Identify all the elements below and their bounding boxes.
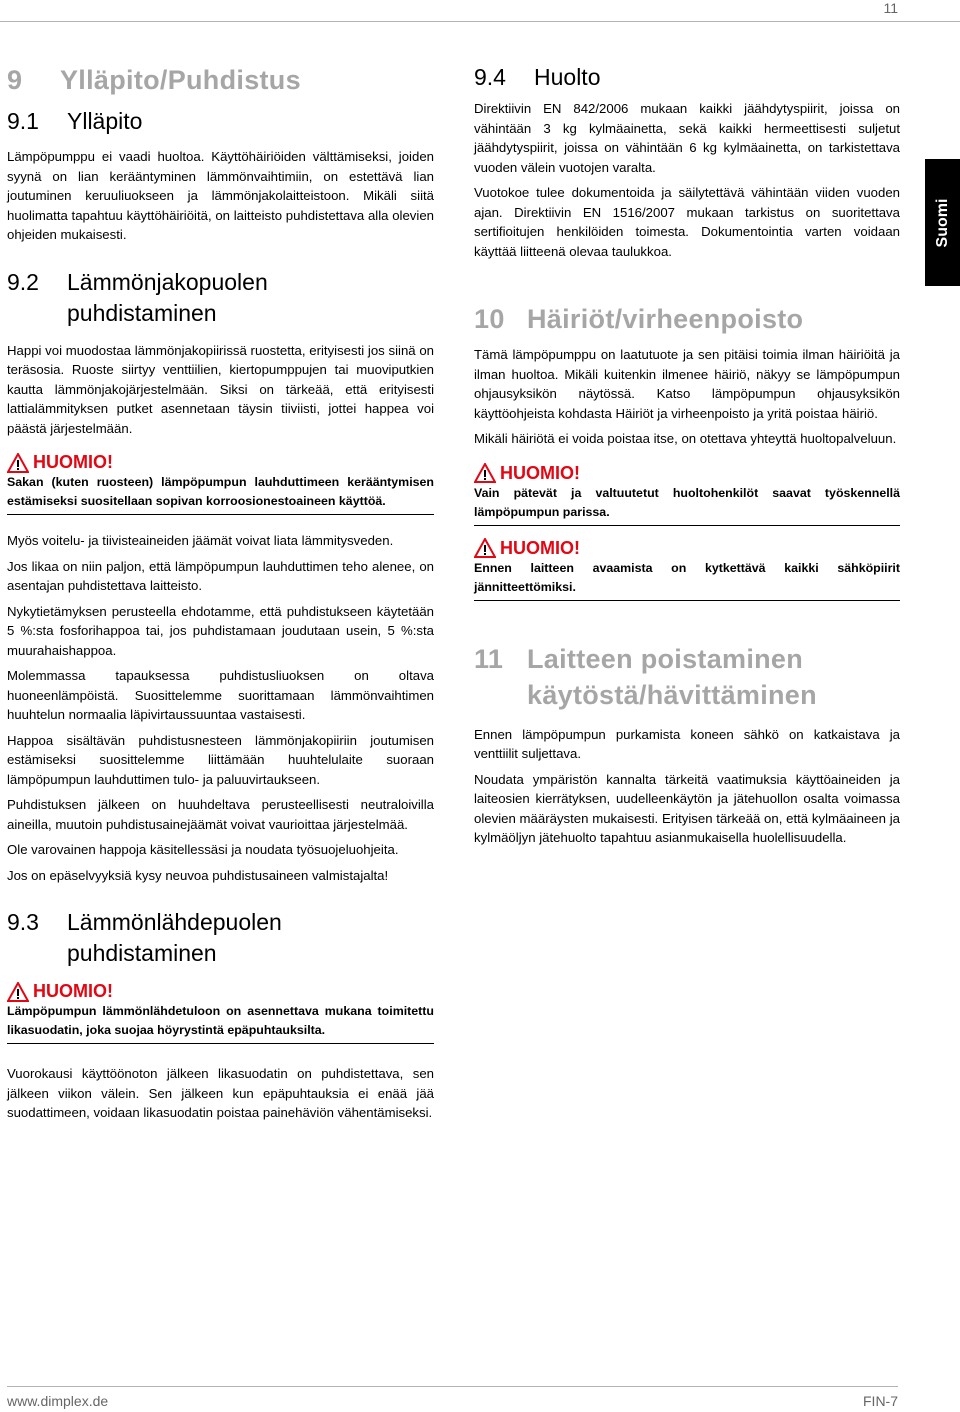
warning-triangle-icon	[7, 453, 29, 473]
heading-title	[67, 907, 282, 969]
warning-header	[7, 452, 434, 473]
heading-number: 9.2	[7, 268, 39, 295]
warning-text: Vain pätevät ja valtuutetut huoltohenkilöt saavat työskennellä lämpöpumpun parissa.	[474, 484, 900, 526]
heading-number: 9.1	[7, 108, 39, 134]
paragraph-decommission-2: Noudata ympäristön kannalta tärkeitä vaatimuksia käyttöaineiden ja laiteosien kierrätyksen, uudelleenkäytön ja jätehuollon osalta voimassa olevien määräysten mukaisesti. Erityisen tärkeää on, että kylmäaineen ja kylmäöljyn jätehuolto tapahtuu asianmukaisella huolellisuudella.	[474, 771, 900, 845]
warning-title: HUOMIO!	[500, 462, 580, 483]
warning-title: HUOMIO!	[33, 452, 113, 472]
paragraph-6: Puhdistuksen jälkeen on huuhdeltava perusteellisesti neutraloivilla aineilla, muutoin puhdistusainejäämät voivat vaurioittaa järjestelmää.	[7, 797, 434, 832]
warning-triangle-icon	[474, 538, 496, 558]
warning-text: Lämpöpumpun lämmönlähdetuloon on asennettava mukana toimitettu likasuodatin, joka suojaa höyrystintä epäpuhtauksilta.	[7, 1002, 434, 1044]
warning-title: HUOMIO!	[33, 981, 113, 1001]
footer-page-code: FIN-7	[863, 1393, 898, 1409]
heading-9-2	[7, 267, 434, 329]
paragraph-8: Jos on epäselvyyksiä kysy neuvoa puhdistusaineen valmistajalta!	[7, 867, 389, 883]
heading-9	[7, 62, 434, 98]
paragraph-service-2: Vuotokoe tulee dokumentoida ja säilytettävä vähintään viiden vuoden ajan. Direktiivin EN 1516/2007 mukaan tarkistus on suoritettava sertifioitujen henkilöiden toimesta. Dokumentointia varten voidaan käyttää liitteenä olevaa taulukkoa.	[474, 185, 900, 259]
warning-header	[474, 538, 900, 559]
warning-triangle-icon	[474, 463, 496, 483]
heading-11	[474, 641, 900, 713]
warning-triangle-icon	[7, 982, 29, 1002]
paragraph-4: Molemmassa tapauksessa puhdistusliuoksen on oltava huoneenlämpöistä. Suosittelemme suorittamaan lämmönvaihtimen huuhtelun normaalia läpivirtaussuuntaa vastaisesti.	[7, 668, 434, 722]
paragraph-5: Happoa sisältävän puhdistusnesteen lämmönjakopiiriin joutumisen estämiseksi suosittelemme liittämään huuhtelulaite suoraan lämpöpumpun lauhduttimen tulo- ja paluuvirtaukseen.	[7, 732, 434, 787]
heading-10	[474, 301, 900, 337]
heading-number: 9.4	[474, 64, 506, 90]
language-label: Suomi	[933, 198, 951, 247]
paragraph-faults-1: Tämä lämpöpumppu on laatutuote ja sen pitäisi toimia ilman häiriöitä ja ilman huoltoa. Mikäli kuitenkin ilmenee häiriö, näkyy se lämpöpumpun ohjausyksikön näytössä. Katso lämpöpumpun ohjausyksikön käyttöohjeista kohdasta Häiriöt ja virheenpoisto ja yritä poistaa häiriö.	[474, 347, 900, 421]
paragraph-faults-2: Mikäli häiriötä ei voida poistaa itse, on otettava yhteyttä huoltopalveluun.	[474, 431, 897, 446]
paragraph-heat-source: Vuorokausi käyttöönoton jälkeen likasuodatin on puhdistettava, sen jälkeen viikon välein. Sen jälkeen kun epäpuhtauksia ei enää jää suodattimeen, voidaan likasuodatin poistaa painehäviön vähentämiseksi.	[7, 1066, 434, 1120]
heading-line-2: puhdistaminen	[67, 940, 217, 966]
heading-number: 11	[474, 643, 504, 674]
heading-title	[527, 641, 817, 713]
right-column	[474, 60, 900, 854]
heading-number: 10	[474, 304, 505, 334]
heading-line-1: Laitteen poistaminen	[527, 643, 804, 674]
paragraph-maintenance: Lämpöpumppu ei vaadi huoltoa. Käyttöhäiriöiden välttämiseksi, joiden syynä on lian kerääntyminen lämmönvaihtimiin, on estettävä lian joutuminen keruuliuokseen ja lämmönjakolaitteistoon. Mikäli siitä huolimatta tapahtuu käyttöhäiriöitä, on laitteisto puhdistettava alla olevien ohjeiden mukaisesti.	[7, 149, 434, 242]
heading-title: Ylläpito	[67, 108, 143, 134]
warning-title: HUOMIO!	[500, 537, 580, 558]
paragraph-7: Ole varovainen happoja käsitellessäsi ja noudata työsuojeluohjeita.	[7, 842, 399, 857]
heading-title: Ylläpito/Puhdistus	[60, 65, 301, 95]
warning-text: Ennen laitteen avaamista on kytkettävä kaikki sähköpiirit jännitteettömiksi.	[474, 559, 900, 601]
heading-line-1: Lämmönjakopuolen	[67, 268, 268, 295]
heading-title: Häiriöt/virheenpoisto	[527, 304, 804, 334]
heading-title: Huolto	[534, 64, 601, 90]
heading-line-2: puhdistaminen	[67, 299, 217, 326]
paragraph-2: Jos likaa on niin paljon, että lämpöpumpun lauhduttimen teho alenee, on asentajan puhdistettava laitteisto.	[7, 558, 434, 593]
paragraph-heat-distribution: Happi voi muodostaa lämmönjakopiirissä ruostetta, erityisesti jos siinä on teräsosia. Ruoste siirtyy venttiilien, kiertopumppujen tai muoviputkien kautta lämmönjakojärjestelmään. Siksi on tärkeää, että erityisesti lattialämmityksen putket asennetaan täysin tiiviisti, jottei happea voi päästä järjestelmään.	[7, 342, 434, 436]
heading-title	[67, 267, 268, 329]
heading-9-1	[7, 106, 434, 137]
warning-text: Sakan (kuten ruosteen) lämpöpumpun lauhduttimeen kerääntymisen estämiseksi suositellaan sopivan korroosionestoaineen käyttöä.	[7, 473, 434, 515]
paragraph-service-1: Direktiivin EN 842/2006 mukaan kaikki jäähdytyspiirit, joissa on vähintään 3 kg kylmäainetta, sekä kaikki hermeettisesti suljetut jäähdytyspiirit, joissa on vähintään 6 kg kylmäainetta, on tarkistettava vuoden välein vuotojen varalta.	[474, 101, 900, 175]
page-footer	[7, 1386, 898, 1412]
heading-line-1: Lämmönlähdepuolen	[67, 909, 282, 935]
language-tab	[925, 159, 960, 286]
footer-website: www.dimplex.de	[7, 1393, 109, 1409]
page-header	[0, 0, 960, 22]
left-column	[7, 60, 434, 1129]
heading-line-2: käytöstä/hävittäminen	[527, 679, 817, 710]
heading-number: 9	[7, 65, 23, 95]
heading-9-4	[474, 62, 900, 93]
warning-header	[7, 981, 434, 1002]
paragraph-decommission-1: Ennen lämpöpumpun purkamista koneen sähkö on katkaistava ja venttiilit suljettava.	[474, 726, 900, 761]
warning-header	[474, 463, 900, 484]
paragraph-1: Myös voitelu- ja tiivisteaineiden jäämät voivat liata lämmitysveden.	[7, 533, 394, 548]
paragraph-3: Nykytietämyksen perusteella ehdotamme, että puhdistukseen käytetään 5 %:sta fosforihappoa tai, jos puhdistamaan joudutaan usein, 5 %:sta muurahaishappoa.	[7, 603, 434, 658]
heading-9-3	[7, 907, 434, 969]
page-number: 11	[883, 0, 898, 16]
heading-number: 9.3	[7, 909, 39, 935]
